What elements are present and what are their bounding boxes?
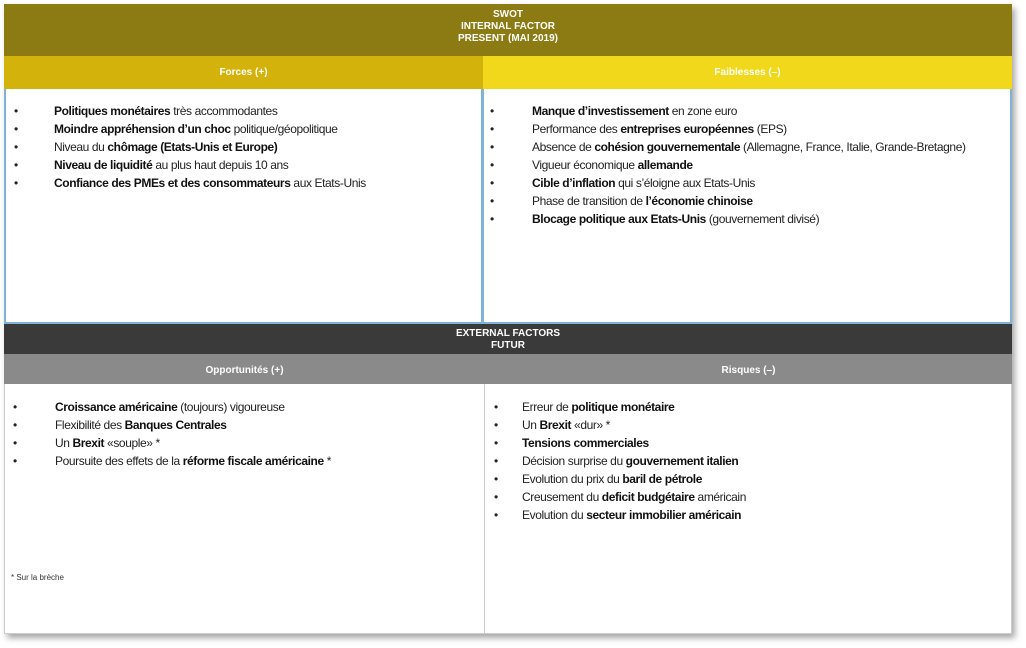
bullet-icon: • (490, 194, 494, 208)
faiblesses-list (490, 102, 1000, 228)
bullet-icon: • (14, 176, 18, 190)
item-text: Poursuite des effets de la (55, 454, 183, 468)
item-emphasis: Brexit (72, 436, 105, 450)
item-emphasis: politique monétaire (571, 400, 675, 414)
item-emphasis: Moindre appréhension d’un choc (54, 122, 231, 136)
forces-item (14, 102, 474, 120)
item-text: politique/géopolitique (230, 122, 338, 136)
bullet-icon: • (494, 454, 498, 468)
item-text: américain (694, 490, 746, 504)
item-text: qui s’éloigne aux Etats-Unis (615, 176, 756, 190)
item-text: Evolution du prix du (522, 472, 623, 486)
item-emphasis: gouvernement italien (625, 454, 739, 468)
bullet-icon: • (490, 212, 494, 226)
item-text: très accommodantes (170, 104, 278, 118)
risques-item (494, 434, 994, 452)
faiblesses-item (490, 192, 1000, 210)
opportunites-cell (4, 384, 485, 634)
opportunites-header: Opportunités (+) (4, 354, 485, 387)
external-factors-label: EXTERNAL FACTORS (455, 328, 561, 339)
faiblesses-item (490, 174, 1000, 192)
risques-item (494, 452, 994, 470)
bullet-icon: • (490, 176, 494, 190)
forces-item (14, 138, 474, 156)
item-emphasis: Politiques monétaires (54, 104, 171, 118)
item-text: * (323, 454, 331, 468)
faiblesses-item (490, 210, 1000, 228)
item-emphasis: chômage (Etats-Unis et Europe) (107, 140, 278, 154)
item-text: Décision surprise du (522, 454, 626, 468)
item-emphasis: cohésion gouvernementale (594, 140, 741, 154)
item-text: Vigueur économique (532, 158, 638, 172)
faiblesses-item (490, 138, 1000, 156)
item-text: Absence de (532, 140, 595, 154)
faiblesses-item (490, 156, 1000, 174)
item-emphasis: entreprises européennes (620, 122, 754, 136)
swot-table (4, 4, 1012, 634)
opportunites-item (13, 398, 473, 416)
opportunites-list (13, 398, 473, 470)
bullet-icon: • (490, 104, 494, 118)
item-text: en zone euro (668, 104, 738, 118)
item-emphasis: Blocage politique aux Etats-Unis (532, 212, 706, 226)
risques-list (494, 398, 994, 524)
futur-label: FUTUR (491, 340, 525, 351)
forces-item (14, 174, 474, 192)
faiblesses-item (490, 120, 1000, 138)
bullet-icon: • (14, 140, 18, 154)
faiblesses-cell (483, 89, 1012, 324)
opportunites-item (13, 452, 473, 470)
bullet-icon: • (490, 158, 494, 172)
bullet-icon: • (14, 158, 18, 172)
forces-list (14, 102, 474, 192)
item-text: Flexibilité des (55, 418, 125, 432)
internal-factor-label: INTERNAL FACTOR (460, 21, 556, 32)
item-text: aux Etats-Unis (290, 176, 366, 190)
item-emphasis: Confiance des PMEs et des consommateurs (54, 176, 291, 190)
item-emphasis: Croissance américaine (55, 400, 178, 414)
bullet-icon: • (494, 490, 498, 504)
item-emphasis: Tensions commerciales (522, 436, 649, 450)
risques-item (494, 416, 994, 434)
item-emphasis: Brexit (539, 418, 572, 432)
risques-item (494, 488, 994, 506)
risques-item (494, 398, 994, 416)
item-emphasis: allemande (637, 158, 693, 172)
item-text: au plus haut depuis 10 ans (152, 158, 289, 172)
item-text: (toujours) vigoureuse (177, 400, 285, 414)
risques-item (494, 506, 994, 524)
item-emphasis: l’économie chinoise (645, 194, 753, 208)
item-emphasis: baril de pétrole (622, 472, 702, 486)
item-emphasis: secteur immobilier américain (586, 508, 742, 522)
item-emphasis: Banques Centrales (124, 418, 227, 432)
item-emphasis: Cible d’inflation (532, 176, 616, 190)
bullet-icon: • (13, 418, 17, 432)
present-date-label: PRESENT (MAI 2019) (457, 33, 559, 44)
bullet-icon: • (490, 140, 494, 154)
opportunites-item (13, 416, 473, 434)
bullet-icon: • (494, 400, 498, 414)
item-text: Erreur de (522, 400, 572, 414)
item-text: (EPS) (753, 122, 787, 136)
bullet-icon: • (494, 508, 498, 522)
forces-cell (4, 89, 483, 324)
item-text: Creusement du (522, 490, 602, 504)
item-emphasis: Manque d’investissement (532, 104, 669, 118)
bullet-icon: • (13, 454, 17, 468)
footnote: * Sur la brèche (11, 573, 64, 582)
risques-cell (485, 384, 1012, 634)
external-factors-header (4, 324, 1012, 354)
item-text: «dur» * (571, 418, 610, 432)
item-text: Un (522, 418, 540, 432)
item-text: Evolution du (522, 508, 587, 522)
internal-factor-header (4, 4, 1012, 56)
bullet-icon: • (494, 418, 498, 432)
bullet-icon: • (14, 122, 18, 136)
forces-item (14, 120, 474, 138)
item-text: «souple» * (104, 436, 160, 450)
bullet-icon: • (13, 436, 17, 450)
faiblesses-header: Faiblesses (–) (483, 56, 1012, 89)
item-emphasis: réforme fiscale américaine (182, 454, 324, 468)
bullet-icon: • (494, 436, 498, 450)
item-text: Phase de transition de (532, 194, 646, 208)
item-text: Performance des (532, 122, 621, 136)
item-emphasis: Niveau de liquidité (54, 158, 153, 172)
item-text: (gouvernement divisé) (705, 212, 820, 226)
item-text: Un (55, 436, 73, 450)
opportunites-item (13, 434, 473, 452)
item-emphasis: deficit budgétaire (601, 490, 695, 504)
item-text: Niveau du (54, 140, 108, 154)
swot-title: SWOT (493, 9, 523, 20)
bullet-icon: • (494, 472, 498, 486)
bullet-icon: • (490, 122, 494, 136)
risques-header: Risques (–) (485, 354, 1012, 387)
forces-item (14, 156, 474, 174)
forces-header: Forces (+) (4, 56, 483, 89)
faiblesses-item (490, 102, 1000, 120)
bullet-icon: • (13, 400, 17, 414)
item-text: (Allemagne, France, Italie, Grande-Bretagne) (740, 140, 966, 154)
bullet-icon: • (14, 104, 18, 118)
risques-item (494, 470, 994, 488)
